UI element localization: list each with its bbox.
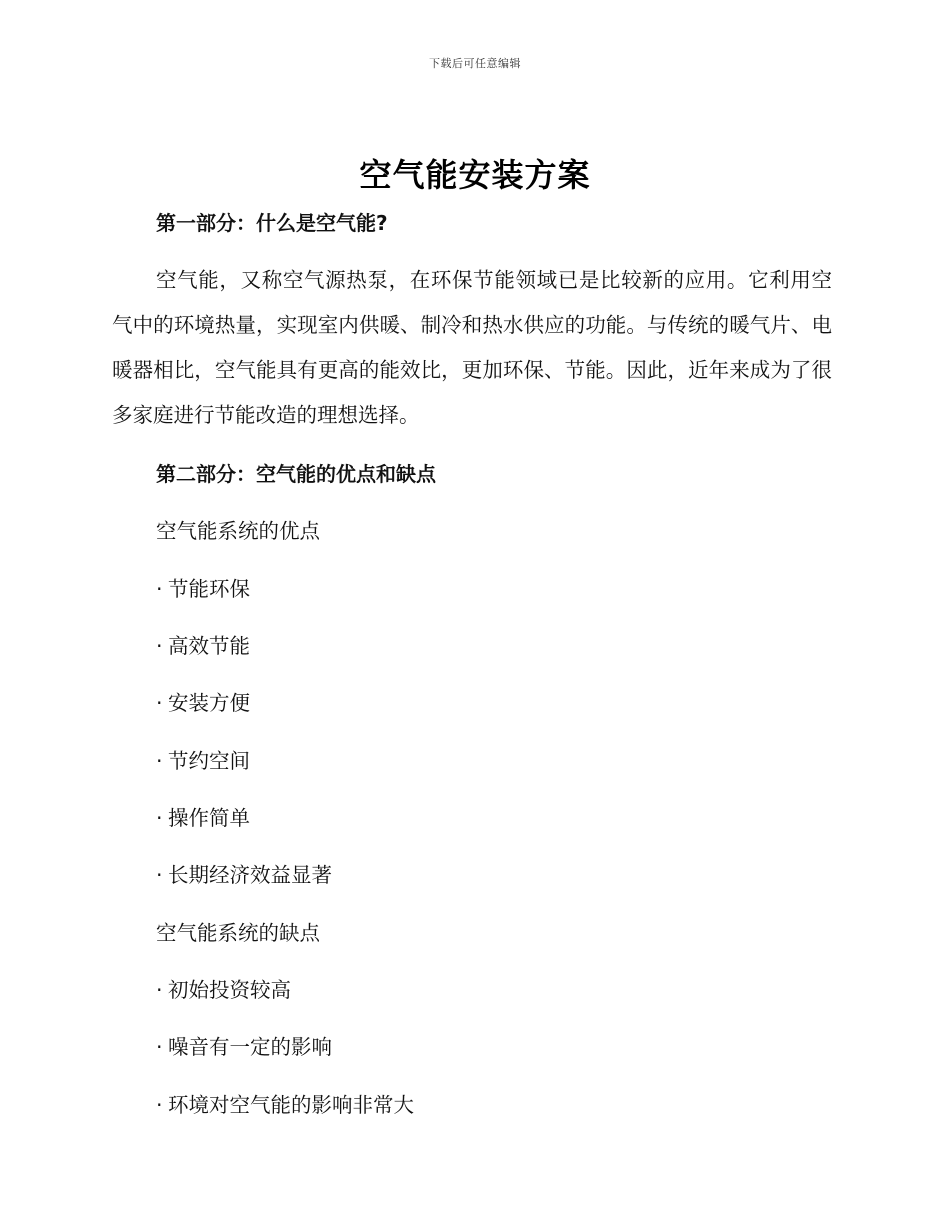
advantage-text: 节约空间 (168, 749, 250, 773)
advantage-text: 节能环保 (168, 577, 250, 601)
advantage-text: 长期经济效益显著 (168, 863, 332, 887)
advantage-item (156, 629, 250, 659)
advantage-item (156, 858, 332, 888)
disadvantage-text: 环境对空气能的影响非常大 (168, 1093, 414, 1117)
advantage-text: 操作简单 (168, 806, 250, 830)
bullet-marker: · (156, 806, 163, 830)
section-2-heading: 第二部分：空气能的优点和缺点 (156, 462, 436, 486)
bullet-marker: · (156, 863, 163, 887)
disadvantages-title: 空气能系统的缺点 (156, 921, 320, 945)
disadvantage-item (156, 1030, 332, 1060)
advantage-text: 安装方便 (168, 691, 250, 715)
bullet-marker: · (156, 1093, 163, 1117)
advantage-item (156, 686, 250, 716)
header-note: 下载后可任意编辑 (429, 57, 521, 70)
disadvantage-item (156, 1088, 414, 1118)
document-title: 空气能安装方案 (359, 156, 591, 194)
advantage-text: 高效节能 (168, 634, 250, 658)
advantage-item (156, 744, 250, 774)
disadvantage-item (156, 973, 291, 1003)
disadvantage-text: 噪音有一定的影响 (168, 1035, 332, 1059)
section-1-heading: 第一部分：什么是空气能? (156, 211, 388, 235)
bullet-marker: · (156, 577, 163, 601)
bullet-marker: · (156, 978, 163, 1002)
advantage-item (156, 801, 250, 831)
disadvantage-text: 初始投资较高 (168, 978, 291, 1002)
section-1-paragraph: 空气能，又称空气源热泵，在环保节能领域已是比较新的应用。它利用空气中的环境热量，实现室内供暖、制冷和热水供应的功能。与传统的暖气片、电暖器相比，空气能具有更高的能效比，更加环保、节能。因此，近年来成为了很多家庭进行节能改造的理想选择。 (112, 268, 832, 427)
bullet-marker: · (156, 634, 163, 658)
bullet-marker: · (156, 1035, 163, 1059)
advantages-title: 空气能系统的优点 (156, 519, 320, 543)
bullet-marker: · (156, 691, 163, 715)
advantage-item (156, 572, 250, 602)
bullet-marker: · (156, 749, 163, 773)
